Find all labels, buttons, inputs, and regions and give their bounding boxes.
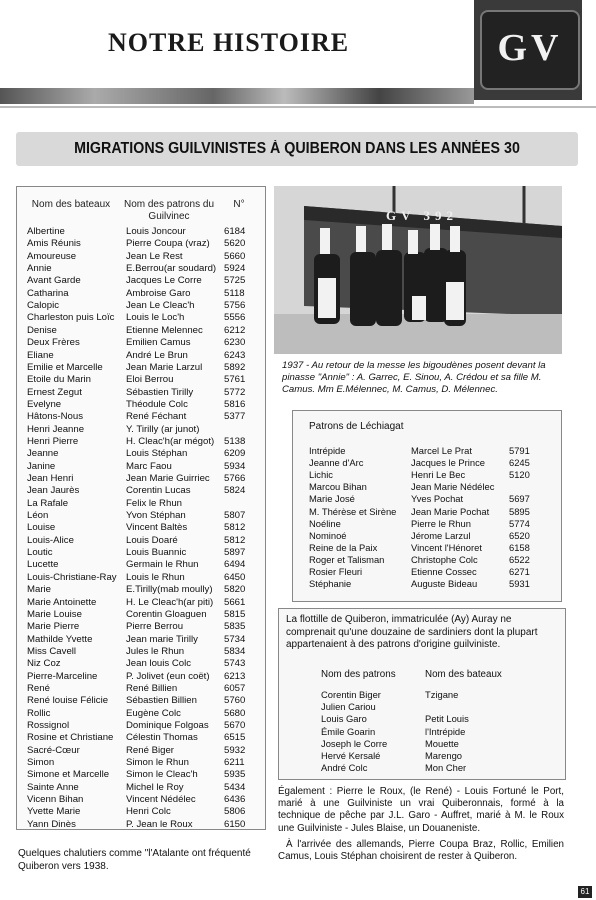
flotilla-boat: Tzigane [425,689,459,700]
lechiagat-patron: Etienne Cossec [411,566,477,577]
boat-name: Marie Louise [27,608,82,620]
boat-patron: Jean Le Cleac'h [126,300,195,312]
boat-number: 6150 [224,818,246,830]
boat-name: Henri Pierre [27,435,79,447]
lechiagat-row [293,554,561,566]
boat-name: Marie [27,584,51,596]
boat-name: Mathilde Yvette [27,633,93,645]
boat-row [17,781,265,794]
boat-row [17,707,265,720]
flotilla-header-patrons: Nom des patrons [321,669,396,680]
lechiagat-boat: Marie José [309,493,355,505]
boat-patron: Corentin Gloaguen [126,608,207,620]
lechiagat-number: 5774 [509,517,530,529]
boat-patron: E.Tirilly(mab moully) [126,584,213,596]
flotilla-patron: Émile Goarin [321,725,376,737]
boat-name: René [27,682,50,694]
lechiagat-number: 5120 [509,469,530,481]
flotilla-intro: La flottille de Quiberon, immatriculée (Ay) Auray ne comprenait qu'une douzaine de sardiniers dont la plupart appartenaient à des patrons d'origine guilviniste. [286,614,538,650]
boat-row [17,225,265,238]
lechiagat-boat: Jeanne d'Arc [309,457,364,469]
boat-row [17,361,265,374]
boat-row [17,719,265,732]
boats-header-patron: Nom des patrons du Guilvinec [123,199,215,222]
boat-number: 5812 [224,522,246,534]
section-title: NOTRE HISTOIRE [108,28,350,57]
boat-patron: E.Berrou(ar soudard) [126,263,217,275]
boat-number: 5734 [224,633,246,645]
lechiagat-number: 5895 [509,505,530,517]
lechiagat-number: 5931 [509,578,530,590]
boat-patron: Jean Le Rest [126,250,183,262]
flotilla-row [279,689,565,701]
lechiagat-boat: Roger et Talisman [309,553,385,565]
boat-row [17,460,265,473]
lechiagat-boat: Nominoé [309,529,347,541]
boat-patron: Louis Doaré [126,534,178,546]
lechiagat-patron: Henri Le Bec [411,469,466,481]
lechiagat-number: 6522 [509,553,530,565]
boat-patron: Dominique Folgoas [126,720,209,731]
boat-number: 5824 [224,485,246,497]
boat-name: Calopic [27,300,59,312]
lechiagat-boat: Noéline [309,517,341,529]
boat-row [17,596,265,609]
flotilla-row [279,750,565,762]
boat-name: Vicenn Bihan [27,794,84,806]
boat-number: 5812 [224,534,246,546]
boat-name: Denise [27,324,57,336]
boat-patron: Célestin Thomas [126,732,198,744]
boat-row [17,423,265,436]
boat-name: Jeanne [27,448,59,460]
boat-patron: René Billien [126,682,178,694]
boat-number: 6515 [224,732,246,744]
boat-patron: Jules le Rhun [126,645,185,657]
boat-name: Eliane [27,349,54,361]
lechiagat-patron: Christophe Colc [411,553,478,565]
boat-patron: P. Jean le Roux [126,818,193,830]
boat-name: Janine [27,460,56,472]
lechiagat-row [293,469,561,481]
boat-number: 6211 [224,757,245,769]
boat-row [17,336,265,349]
lechiagat-row [293,578,561,590]
boat-patron: Sébastien Tirilly [126,386,194,398]
boat-row [17,274,265,287]
lechiagat-row [293,506,561,518]
boat-row [17,694,265,707]
boat-number: 5935 [224,769,246,781]
boat-name: Catharina [27,287,69,299]
boat-number: 5772 [224,386,246,398]
boat-patron: Jean louis Colc [126,658,192,670]
boat-number: 5924 [224,263,246,275]
boat-number: 6243 [224,349,246,361]
boat-patron: Simon le Rhun [126,757,189,769]
boat-row [17,509,265,522]
lechiagat-patron: Jérome Larzul [411,529,471,541]
boat-number: 5661 [224,596,246,608]
lechiagat-boat: M. Thérèse et Sirène [309,505,397,517]
page-number: 61 [578,886,592,898]
boat-name: Henri Jeanne [27,423,85,435]
boat-name: Ernest Zegut [27,386,82,398]
boat-name: Jean Jaurès [27,485,80,497]
boat-row [17,744,265,757]
lechiagat-patron: Jean Marie Nédélec [411,481,495,493]
boats-header-number: N° [233,199,245,210]
boat-number: 5761 [224,374,246,386]
flotilla-header-boats: Nom des bateaux [425,669,502,680]
boat-name: Deux Frères [27,337,80,349]
boat-patron: Emilien Camus [126,337,191,349]
boat-row [17,497,265,510]
boat-patron: Yvon Stéphan [126,510,186,522]
boat-name: Léon [27,510,49,522]
boat-row [17,818,265,831]
boat-patron: René Féchant [126,411,187,423]
boat-row [17,237,265,250]
boat-row [17,793,265,806]
flotilla-patron: Hervé Kersalé [321,750,381,761]
boat-patron: Etienne Melennec [126,324,203,336]
boat-row [17,633,265,646]
boat-row [17,386,265,399]
bottom-paragraph-2: À l'arrivée des allemands, Pierre Coupa Braz, Rollic, Emilien Camus, Louis Stéphan choisirent de rester à Quiberon. [278,838,564,863]
boat-row [17,571,265,584]
boat-row [17,262,265,275]
boat-row [17,546,265,559]
boat-patron: Germain le Rhun [126,559,199,571]
lechiagat-row [293,457,561,469]
flotilla-patron: Louis Garo [321,713,367,725]
boat-name: Simon [27,757,55,769]
historic-photo [274,186,562,354]
boat-number: 6494 [224,559,246,571]
boat-name: Louise [27,522,56,534]
boat-patron: H. Le Cleac'h(ar piti) [126,596,214,608]
boat-row [17,250,265,263]
boat-patron: Michel le Roy [126,781,184,793]
boat-number: 5660 [224,250,246,262]
boat-row [17,768,265,781]
boat-number: 6230 [224,337,246,349]
boat-name: Marie Pierre [27,621,80,633]
flotilla-row [279,726,565,738]
boat-number: 5620 [224,238,246,250]
boat-number: 6450 [224,571,246,583]
lechiagat-title: Patrons de Léchiagat [309,421,404,432]
lechiagat-boat: Rosier Fleuri [309,566,363,577]
boat-name: Emilie et Marcelle [27,361,103,373]
boat-patron: P. Jolivet (eun coët) [126,670,210,682]
boat-number: 5743 [224,658,246,670]
boat-name: Annie [27,263,52,275]
boat-patron: Pierre Berrou [126,621,184,633]
boat-name: René louise Félicie [27,695,109,707]
boat-number: 5680 [224,707,246,719]
flotilla-row [279,701,565,713]
boat-number: 6212 [224,324,246,336]
boat-number: 5556 [224,312,246,324]
boat-row [17,731,265,744]
boat-row [17,472,265,485]
boat-number: 5897 [224,547,246,559]
boat-row [17,756,265,769]
boat-row [17,645,265,658]
boat-number: 5434 [224,781,246,793]
boat-number: 5806 [224,806,246,818]
flotilla-patron: Julien Cariou [321,701,376,713]
boat-name: Niz Coz [27,658,61,670]
boat-patron: Henri Colc [126,806,171,818]
boat-name: Amis Réunis [27,238,81,250]
lechiagat-boat: Intrépide [309,445,346,456]
boat-patron: André Le Brun [126,349,188,361]
boat-row [17,287,265,300]
boat-name: Jean Henri [27,473,74,484]
boats-table [16,186,266,830]
boat-number: 6184 [224,226,246,237]
boat-patron: Simon le Cleac'h [126,769,198,781]
lechiagat-row [293,518,561,530]
article-title: MIGRATIONS GUILVINISTES À QUIBERON DANS LES ANNÉES 30 [74,140,520,157]
boat-patron: Vincent Baltès [126,522,188,534]
header-divider [0,106,596,108]
boat-number: 5756 [224,300,246,312]
boat-row [17,349,265,362]
flotilla-row [279,713,565,725]
flotilla-row [279,762,565,774]
boat-name: Lucette [27,559,59,571]
logo-plate [480,10,580,90]
boat-patron: Felix le Rhun [126,497,182,509]
lechiagat-boat: Stéphanie [309,578,352,590]
boat-patron: Corentin Lucas [126,485,191,497]
boat-row [17,373,265,386]
boat-row [17,558,265,571]
lechiagat-boat: Marcou Bihan [309,481,367,493]
lechiagat-boat: Lichic [309,469,333,481]
boat-name: Avant Garde [27,275,81,287]
boat-name: Marie Antoinette [27,596,97,608]
lechiagat-patron: Jacques le Prince [411,457,485,469]
lechiagat-patron: Vincent l'Hénoret [411,541,482,553]
gv-logo [474,0,582,100]
boat-number: 5815 [224,608,246,620]
boat-number: 6213 [224,670,246,682]
boat-number: 5934 [224,460,246,472]
lechiagat-row [293,566,561,578]
boat-name: Rossignol [27,720,70,731]
boat-patron: Eloi Berrou [126,374,174,386]
flotilla-patron: Joseph le Corre [321,737,388,749]
lechiagat-number: 6520 [509,529,530,541]
lechiagat-patron: Marcel Le Prat [411,445,472,456]
boat-patron: Louis le Loc'h [126,312,185,324]
photo-illustration [274,186,562,354]
boat-row [17,670,265,683]
trawler-note: Quelques chalutiers comme "l'Atalante ont fréquenté Quiberon vers 1938. [18,848,251,872]
boat-name: Yvette Marie [27,806,81,818]
boat-name: La Rafale [27,497,69,509]
boat-number: 5118 [224,287,245,299]
boat-patron: Jean marie Tirilly [126,633,198,645]
boat-number: 5138 [224,435,246,447]
boat-patron: Ambroise Garo [126,287,191,299]
boat-row [17,484,265,497]
flotilla-patron: Corentin Biger [321,689,381,700]
boat-number: 5725 [224,275,246,287]
flotilla-boat: Mon Cher [425,762,467,774]
boat-patron: Vincent Nédélec [126,794,196,806]
boat-row [17,583,265,596]
logo-text: GV [497,27,563,69]
boat-number: 5377 [224,411,246,423]
boat-number: 5760 [224,695,246,707]
boat-row [17,657,265,670]
flotilla-boat: Mouette [425,737,459,749]
boat-row [17,521,265,534]
lechiagat-number: 6158 [509,541,530,553]
boat-patron: Pierre Coupa (vraz) [126,238,210,250]
boat-row [17,682,265,695]
boat-number: 6436 [224,794,246,806]
bottom-paragraphs [278,786,564,863]
boat-patron: Louis Stéphan [126,448,188,460]
boat-name: Louis-Christiane-Ray [27,571,117,583]
boat-name: Albertine [27,226,65,237]
boat-number: 5835 [224,621,246,633]
boat-number: 5807 [224,510,246,522]
boat-patron: Marc Faou [126,460,172,472]
boat-patron: Y. Tirilly (ar junot) [126,423,200,435]
boat-number: 5932 [224,744,246,756]
boat-name: Sainte Anne [27,781,79,793]
boat-name: Rollic [27,707,51,719]
boat-row [17,410,265,423]
boat-name: Etoile du Marin [27,374,91,386]
bottom-paragraph-1: Également : Pierre le Roux, (le René) - Louis Fortuné le Port, marié à une Guilviniste un vrai Quiberonnais, formé à la technique de pêche par J.L. Garo - Auffret, marié à M. le Roux une Guilviniste - Jules Blaise, un Douaneniste. [278,786,564,834]
lechiagat-number: 6245 [509,457,530,469]
boat-number: 6209 [224,448,246,460]
boat-name: Loutic [27,547,53,559]
boat-patron: Sébastien Billien [126,695,197,707]
boat-number: 5892 [224,361,246,373]
hull-text: GV 392 [386,208,459,223]
photo-caption: 1937 - Au retour de la messe les bigoudènes posent devant la pinasse "Annie" : A. Garrec, E. Sinou, A. Crédou et sa fille M. Camus. Mm E.Mélennec, M. Camus, D. Mélennec. [282,360,546,395]
flotilla-row [279,738,565,750]
lechiagat-row [293,542,561,554]
boat-patron: René Biger [126,744,174,756]
flotilla-boat: l'Intrépide [425,725,466,737]
boats-header-name: Nom des bateaux [31,199,111,210]
boat-number: 5820 [224,584,246,596]
lechiagat-row [293,493,561,505]
boat-row [17,805,265,818]
boat-name: Simone et Marcelle [27,769,110,781]
lechiagat-row [293,530,561,542]
lechiagat-number: 5697 [509,493,530,505]
boat-number: 5834 [224,645,246,657]
lechiagat-table [292,410,562,602]
boat-patron: Jacques Le Corre [126,275,202,287]
boat-number: 6057 [224,682,246,694]
boat-row [17,398,265,411]
boat-name: Miss Cavell [27,645,77,657]
boat-patron: Théodule Colc [126,398,188,410]
boat-name: Louis-Alice [27,534,74,546]
boat-name: Amoureuse [27,250,77,262]
boat-number: 5766 [224,473,246,484]
boat-row [17,435,265,448]
boat-row [17,608,265,621]
lechiagat-number: 5791 [509,445,530,456]
boat-name: Yann Dinès [27,818,76,830]
boat-name: Charleston puis Loïc [27,312,115,324]
lechiagat-patron: Pierre le Rhun [411,517,471,529]
boat-patron: Louis Joncour [126,226,186,237]
boat-row [17,534,265,547]
boat-name: Hâtons-Nous [27,411,83,423]
lechiagat-number: 6271 [509,566,530,577]
lechiagat-boat: Reine de la Paix [309,541,378,553]
flotilla-boat: Marengo [425,750,463,761]
boat-number: 5670 [224,720,246,731]
boat-name: Evelyne [27,398,62,410]
boat-row [17,311,265,324]
boat-name: Rosine et Christiane [27,732,114,744]
boat-patron: Eugène Colc [126,707,181,719]
boat-name: Pierre-Marceline [27,670,98,682]
boat-number: 5816 [224,398,246,410]
lechiagat-row [293,481,561,493]
flotilla-patron: André Colc [321,762,368,774]
boat-patron: Louis Buannic [126,547,187,559]
lechiagat-patron: Auguste Bideau [411,578,478,590]
boat-row [17,447,265,460]
boat-row [17,324,265,337]
boat-patron: Louis le Rhun [126,571,185,583]
boat-row [17,299,265,312]
flotilla-boat: Petit Louis [425,713,469,725]
boat-patron: H. Cleac'h(ar mégot) [126,435,215,447]
boat-patron: Jean Marie Guirriec [126,473,210,484]
header-photo-strip [0,88,474,104]
lechiagat-patron: Jean Marie Pochat [411,505,490,517]
boat-name: Sacré-Cœur [27,744,80,756]
boat-row [17,620,265,633]
boat-patron: Jean Marie Larzul [126,361,203,373]
lechiagat-patron: Yves Pochat [411,493,464,505]
lechiagat-row [293,445,561,457]
